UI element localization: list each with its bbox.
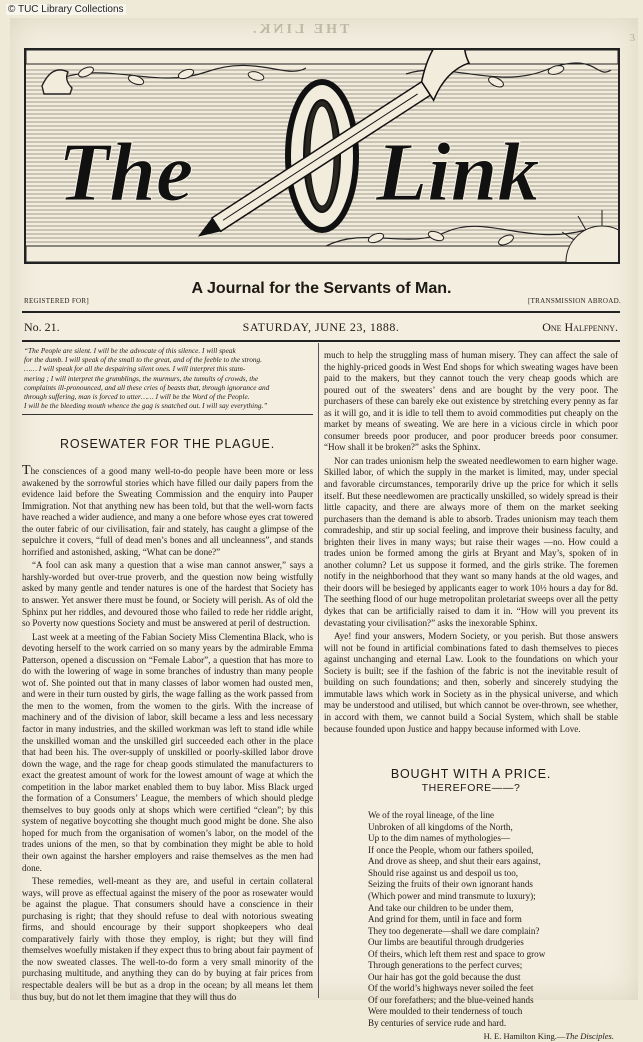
poem-line: And drove as sheep, and shut their ears against, — [368, 856, 541, 867]
header-rule-bottom — [22, 340, 620, 342]
issue-price: One Halfpenny. — [542, 320, 618, 334]
masthead-title-left: The — [58, 126, 194, 219]
poem-line: Through generations to the perfect curves; — [368, 960, 523, 971]
poem-line: Our limbs are beautiful through drudgeries — [368, 937, 524, 948]
poem-line: Were moulded to their tenderness of touch — [368, 1006, 523, 1017]
left-column — [22, 346, 313, 1005]
poem-line: If once the People, whom our fathers spoiled, — [368, 844, 534, 855]
poem-line: Of our forefathers; and the blue-veined hands — [368, 994, 534, 1005]
poem-line: Should rise against us and despoil us too, — [368, 867, 519, 878]
header-rule-top — [22, 311, 620, 313]
poem-line: And grind for them, until in face and form — [368, 914, 522, 925]
article-continued-paragraph: Aye! find your answers, Modern Society, or you perish. But those answers will not be found in artificial combinations fated to dash themselves to pieces against unchanging and eternal Law. Look to the foundations on which your Society is built; see if the fashion of the fabric is not the inevitable result of building on such foundations; and then, soberly and sincerely studying the immutable laws which work in Society as in the physical universe, and which may be understood and utilised, but which cannot be over-thrown, see whether, in accord with them, we cannot build a Social System, which shall be stable because founded upon Justice and happy because informed with Love. — [324, 631, 618, 734]
right-column — [324, 350, 618, 1042]
poem-attribution: H. E. Hamilton King.—The Disciples. — [483, 1030, 614, 1041]
article-continued-paragraph: much to help the struggling mass of human misery. They can affect the sale of the highly-priced goods in West End shops for which sweating wages have been paid to the makers, but they cannot touch the very cheap goods which are poured out of the sweaters’ dens and are bought by the very poor. The purchasers of these can barely eke out existence by stretching every penny as far as it will go, and it is idle to tell them to avoid commodities put cheaply on the market by means of sweating. We are here in a vicious circle in which poor consumer breeds poor producer, and poor producer breeds poor consumer. “How shall it be broken?” asks the Sphinx. — [324, 350, 618, 453]
poem-subheading: THEREFORE——? — [421, 781, 521, 794]
article-paragraph: The consciences of a good many well-to-do people have been more or less awakened by the sorrowful stories which have filled our daily papers from the evidence laid before the Sweating Commission and the enquiry into Pauper Immigration. Not that anything new has been told, but that the well-worn facts have reached a wider audience, and many a one before whose eyes crat towered the outer fabric of our civilisation, fair and stately, has caught a glimpse of the sepulchre it covers, “full of dead men’s bones and all uncleanness”, and stands horrified and astonished, asking, “What can be done?” — [22, 462, 313, 557]
masthead-illustration — [24, 48, 620, 264]
poem-line: Of theirs, which left them rest and space to grow — [368, 948, 546, 959]
issue-date: SATURDAY, JUNE 23, 1888. — [242, 320, 400, 334]
poem-line: Seizing the fruits of their own ignorant hands — [368, 879, 533, 890]
poem-author: H. E. Hamilton King. — [483, 1030, 557, 1041]
masthead-artwork — [26, 50, 618, 262]
poem-body — [324, 810, 618, 1029]
poem-line: Our hair has got the gold because the dust — [368, 971, 521, 982]
issue-info-row — [24, 320, 618, 338]
poem-line: (Which power and mind transmute to luxury); — [368, 890, 536, 901]
poem-line: By centuries of service rude and hard. — [368, 1017, 507, 1028]
motto-line: …… I will speak for all the despairing silent ones. I will interpret this stam- — [24, 364, 246, 374]
poem-heading: BOUGHT WITH A PRICE. — [390, 767, 552, 782]
motto-line: I will be the bleeding mouth whence the gag is snatched out. I will say everything.” — [24, 401, 268, 411]
poem-line: Up to the dim names of mythologies— — [368, 833, 510, 844]
motto-line: mering ; I will interpret the grumblings, the murmurs, the tumults of crowds, the — [24, 373, 259, 383]
issue-number: No. 21. — [24, 320, 60, 334]
motto-quote — [22, 346, 313, 415]
poem-line: Unbroken of all kingdoms of the North, — [368, 821, 513, 832]
article-heading: ROSEWATER FOR THE PLAGUE. — [60, 437, 275, 452]
article-continued-paragraph: Nor can trades unionism help the sweated needlewomen to earn higher wage. Skilled labor, of which the supply in the market is limited, may, under special and favorable circumstances, temporarily drive up the price for which it sells itself. But these needlewomen are practically unskilled, so widely spread is their little capacity, and there are always more of them on the market seeking purchasers than the demand is able to absorb. Trades unionism may teach them comradeship, and stir up social feeling, and improve their business faculty, and brighten their lives in many ways; but raise their wages —no. How could a trades union be formed among the girls at Bryant and May’s, spoken of in another column? Let us suppose it formed, and the girls strike. The foremen notify in the neighborhood that they want so many hands at the old wages, and their doors will be besieged by applicants eager to work 10½ hours a day for 8d. The seething flood of our huge metropolitan proletariat sweeps over all the petty dykes that can be artificially raised to dam it in. “How will you prevent its devastating your civilisation?” asks the inexorable Sphinx. — [324, 455, 618, 628]
page-number: 3 — [629, 32, 635, 44]
motto-line: “The People are silent. I will be the advocate of this silence. I will speak — [24, 346, 236, 355]
poem-line: We of the royal lineage, of the line — [368, 810, 495, 821]
copyright-watermark: © TUC Library Collections — [8, 4, 124, 15]
poem-source: The Disciples. — [565, 1030, 614, 1041]
poem-line: And take our children to be under them, — [368, 902, 514, 913]
motto-line: through suffering, man is forced to utter…… I will be the Word of the People. — [24, 392, 250, 402]
article-paragraph: “A fool can ask many a question that a wise man cannot answer,” says a harshly-worded but over-true proverb, and the question now being wistfully asked by many gentle and tender natures is one of the hardest that Society has to answer. Yet answer there must be found, or Society will perish. As of old the Sphinx put her riddles, and devoured those who failed to rede her riddle aright, so Poverty now questions Society and must be answered at peril of destruction. — [22, 560, 313, 629]
masthead-title-right: Link — [376, 126, 540, 219]
journal-tagline: A Journal for the Servants of Man. — [191, 280, 452, 297]
registered-note: REGISTERED FOR] — [24, 297, 89, 305]
transmission-note: [TRANSMISSION ABROAD. — [527, 297, 621, 305]
motto-line: complaints ill-pronounced, and all these cries of beasts that, through ignorance and — [24, 382, 270, 392]
column-divider — [318, 343, 319, 998]
poem-line: They too degenerate—shall we dare complain? — [368, 925, 540, 936]
article-paragraph: Last week at a meeting of the Fabian Society Miss Clementina Black, who is devoting herself to the work carried on so many years by the admirable Emma Patterson, opened a discussion on “Female Labor”, a question that has more to do with the lowering of wage in some branches of industry than many people wot of. She pointed out that in many classes of labor women had ousted men, and were in their turn ousted by girls, the wage falling as the work passed from the men to the women, from the women to the girls. With the increase of machinery and of the division of labor, skill became a less and less necessary factor in many industries, and the skilled workman was left to stand idle while the unskilled woman and the unskilled girl succeeded each other in the place that had been his. The over-supply of unskilled or poorly-skilled labor drove down the wage, and the rage for cheap goods stimulated the manufacturers to exact the greatest amount of work for the lowest amount of wage at which the competition in the labor market enabled them to buy labor. Miss Black urged the formation of a Consumers’ League, the members of which should pledge themselves to buy goods only at shops which were certified “clean”; by this system of negative boycotting she thought much good might be done. She also hoped for much from the organisation of women’s labor, on the model of the trades unions of the men, so that by combination they might be able to hold their own against the harsher employers and raise themselves as the men had done. — [22, 631, 313, 873]
bleed-through-header: THE LINK. — [250, 22, 350, 37]
poem-line: Of the world’s highways never soiled the feet — [368, 983, 534, 994]
motto-line: for the dumb. I will speak of the small to the great, and of the feeble to the strong. — [24, 355, 262, 365]
article-paragraph: These remedies, well-meant as they are, and useful in certain collateral ways, will prove as effectual against the misery of the poor as rosewater would be against the plague. That consumers should have a conscience in their purchasing is right; that they should refuse to deal with notorious sweating firms, and should encourage by their support shopkeepers who deal comparatively fairly with those they employ, is right; but they will find themselves woefully mistaken if they expect thus to bring about fair payment of the now sweated classes. The well-to-do form a very small minority of the purchasing multitude, and anything they can do by buying at fair prices from respectable dealers will be but as a drop in the ocean; by all means let them thus buy, but do not let them imagine that they will thus do — [22, 876, 313, 1002]
